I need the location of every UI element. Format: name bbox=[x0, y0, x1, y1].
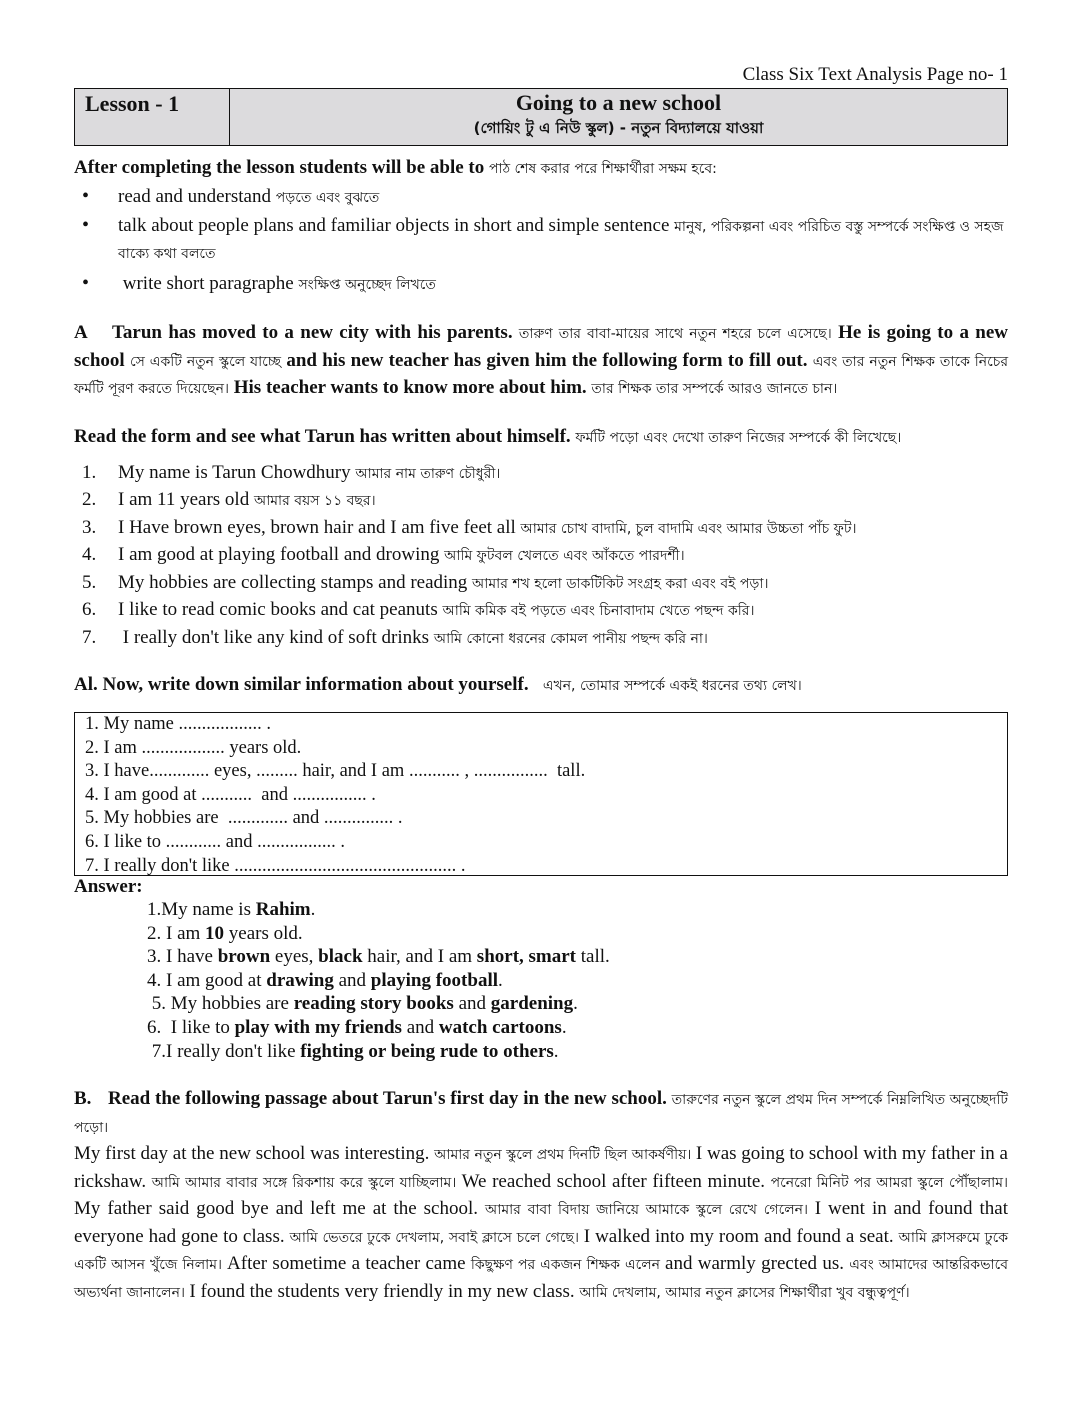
tarun-info-list bbox=[74, 460, 1008, 653]
answer-highlight: Rahim bbox=[255, 899, 311, 920]
tarun-info-item bbox=[74, 487, 1008, 515]
lesson-title: Going to a new school bbox=[515, 90, 722, 115]
form-line: 4. I am good at ........... and ................ . bbox=[85, 784, 376, 805]
passage-text-bn: আমি দেখলাম, আমার নতুন ক্লাসের শিক্ষার্থীরা খুব বন্ধুত্বপূর্ণ। bbox=[579, 1284, 910, 1301]
answer-text: 7.I really don't like bbox=[147, 1040, 301, 1062]
section-b-paragraph bbox=[74, 1086, 1008, 1306]
read-form-heading-en: Read the form and see what Tarun has written about himself. bbox=[74, 425, 571, 447]
item-text-bn: আমি কমিক বই পড়তে এবং চিনাবাদাম খেতে পছন্দ করি। bbox=[442, 603, 755, 619]
answer-text: years old. bbox=[224, 922, 303, 944]
answer-text: . bbox=[553, 1040, 559, 1062]
a1-heading-en: Al. Now, write down similar information about yourself. bbox=[74, 674, 529, 695]
document-page bbox=[74, 62, 1008, 1306]
item-text-en: My name is Tarun Chowdhury bbox=[118, 461, 351, 483]
passage-text-bn: এবং আমাদের আন্তরিকভাবে অভ্যর্থনা জানালেন। bbox=[74, 1257, 1008, 1301]
section-a-sentence-bn: তারুণ তার বাবা-মায়ের সাথে নতুন শহরে চলে এসেছে। bbox=[518, 326, 832, 342]
section-a-sentence-en: Tarun has moved to a new city with his parents. bbox=[112, 322, 513, 343]
read-form-heading bbox=[74, 424, 1008, 451]
item-number: 4. bbox=[82, 544, 97, 565]
answer-text: 5. My hobbies are bbox=[147, 993, 294, 1015]
tarun-info-item bbox=[74, 460, 1008, 488]
page-header-label: Class Six Text Analysis Page no- 1 bbox=[742, 64, 1008, 85]
answer-highlight: brown bbox=[217, 946, 271, 968]
item-number: 5. bbox=[82, 571, 97, 593]
answer-text: and bbox=[401, 1016, 439, 1038]
objective-item bbox=[74, 213, 1008, 267]
objectives-heading bbox=[74, 155, 1008, 182]
answer-text: tall. bbox=[576, 946, 610, 968]
section-b-label: B. bbox=[74, 1088, 92, 1110]
objective-text-en: talk about people plans and familiar objects in short and simple sentence bbox=[118, 215, 670, 236]
section-a-sentence-bn: সে একটি নতুন স্কুলে যাচ্ছে bbox=[129, 353, 282, 370]
a1-heading-bn: এখন, তোমার সম্পর্কে একই ধরনের তথ্য লেখ। bbox=[542, 678, 802, 694]
tarun-info-item bbox=[74, 570, 1008, 598]
answer-highlight: 10 bbox=[205, 922, 225, 944]
answer-line bbox=[147, 969, 1008, 993]
passage-text-bn: আমার নতুন স্কুলে প্রথম দিনটি ছিল আকর্ষণীয়। bbox=[434, 1147, 696, 1164]
passage-text-en: I walked into my room and found a seat. bbox=[583, 1225, 899, 1247]
answer-text: . bbox=[498, 969, 503, 991]
objective-item bbox=[74, 184, 1008, 211]
passage-text-en: I found the students very friendly in my new class. bbox=[189, 1280, 580, 1302]
answer-text: . bbox=[561, 1016, 567, 1038]
passage-text-en: I was going to school with my father in a rickshaw. bbox=[74, 1143, 1008, 1192]
section-b-passage bbox=[74, 1143, 1008, 1302]
objectives-list bbox=[74, 184, 1008, 298]
lesson-title-table bbox=[74, 88, 1008, 146]
form-line: 7. I really don't like ................................................ . bbox=[85, 855, 466, 876]
item-text-en: My hobbies are collecting stamps and reading bbox=[118, 571, 468, 593]
answer-text: . bbox=[310, 899, 316, 920]
passage-text-en: I went in and found that everyone had gone to class. bbox=[74, 1198, 1008, 1247]
answer-text: eyes, bbox=[270, 946, 319, 968]
passage-text-bn: আমি ভেতরে ঢুকে দেখলাম, সবাই ক্লাসে চলে গেছে। bbox=[289, 1229, 584, 1246]
section-a-sentence-en: His teacher wants to know more about him. bbox=[233, 377, 587, 398]
tarun-info-item bbox=[74, 625, 1008, 653]
section-a-sentence-bn: তার শিক্ষক তার সম্পর্কে আরও জানতে চান। bbox=[591, 381, 838, 397]
item-text-bn: আমার চোখ বাদামি, চুল বাদামি এবং আমার উচ্চতা পাঁচ ফুট। bbox=[520, 520, 857, 537]
objective-item bbox=[74, 271, 1008, 298]
section-b-heading-bn: তারুণের নতুন স্কুলে প্রথম দিন সম্পর্কে নিম্নলিখিত অনুচ্ছেদটি পড়ো। bbox=[74, 1092, 1009, 1136]
answer-line bbox=[147, 992, 1008, 1016]
answer-text: 1.My name is bbox=[147, 899, 256, 920]
item-number: 2. bbox=[82, 489, 97, 510]
answer-highlight: playing football bbox=[370, 969, 499, 991]
item-text-bn: আমি কোনো ধরনের কোমল পানীয় পছন্দ করি না। bbox=[433, 630, 708, 647]
answer-text: . bbox=[573, 993, 578, 1015]
answer-text: 4. I am good at bbox=[147, 969, 267, 991]
answer-highlight: watch cartoons bbox=[438, 1016, 562, 1038]
section-a-label: A bbox=[74, 322, 88, 343]
passage-text-en: We reached school after fifteen minute. bbox=[461, 1170, 771, 1192]
item-number: 1. bbox=[82, 461, 97, 483]
item-text-en: I like to read comic books and cat peanuts bbox=[118, 599, 438, 620]
form-line: 1. My name .................. . bbox=[85, 714, 272, 734]
item-number: 6. bbox=[82, 599, 97, 620]
answer-highlight: play with my friends bbox=[234, 1016, 402, 1038]
answer-highlight: fighting or being rude to others bbox=[300, 1040, 554, 1062]
item-text-bn: আমার বয়স ১১ বছর। bbox=[253, 493, 376, 509]
lesson-title-cell bbox=[230, 89, 1007, 145]
form-line: 5. My hobbies are ............. and ............... . bbox=[85, 808, 403, 829]
section-a-sentence-en: He is going to a new school bbox=[74, 322, 1008, 371]
a1-heading bbox=[74, 672, 1008, 699]
fill-in-form-box bbox=[74, 712, 1008, 876]
answer-text: and bbox=[333, 969, 371, 991]
objectives-heading-bn: পাঠ শেষ করার পরে শিক্ষার্থীরা সক্ষম হবে: bbox=[489, 161, 717, 177]
answer-text: 3. I have bbox=[147, 946, 218, 968]
passage-text-en: and warmly grected us. bbox=[665, 1253, 850, 1275]
item-text-en: I am 11 years old bbox=[118, 489, 250, 510]
form-line: 6. I like to ............ and ................. . bbox=[85, 831, 346, 852]
item-number: 3. bbox=[82, 516, 97, 538]
item-text-en: I really don't like any kind of soft drinks bbox=[118, 626, 430, 648]
item-text-bn: আমি ফুটবল খেলতে এবং আঁকতে পারদর্শী। bbox=[444, 548, 685, 564]
answer-line bbox=[147, 945, 1008, 969]
answer-text: 2. I am bbox=[147, 922, 206, 944]
passage-text-bn: পনেরো মিনিট পর আমরা স্কুলে পৌঁছালাম। bbox=[770, 1174, 1008, 1191]
section-a-sentence-en: and his new teacher has given him the following form to fill out. bbox=[286, 349, 808, 371]
lesson-number: Lesson - 1 bbox=[75, 89, 230, 145]
objective-text-bn: মানুষ, পরিকল্পনা এবং পরিচিত বস্তু সম্পর্কে সংক্ষিপ্ত ও সহজ বাক্যে কথা বলতে bbox=[118, 219, 1004, 262]
objective-text-en: write short paragraphe bbox=[118, 273, 294, 294]
answer-highlight: short, smart bbox=[476, 946, 576, 968]
passage-text-bn: আমি আমার বাবার সঙ্গে রিকশায় করে স্কুলে যাচ্ছিলাম। bbox=[151, 1174, 462, 1191]
lesson-subtitle: (গোয়িং টু এ নিউ স্কুল) - নতুন বিদ্যালয়ে যাওয়া bbox=[473, 119, 764, 137]
section-a-sentence-bn: এবং তার নতুন শিক্ষক তাকে নিচের ফর্মটি পূরণ করতে দিয়েছেন। bbox=[74, 353, 1009, 397]
passage-text-en: After sometime a teacher came bbox=[227, 1253, 471, 1275]
objective-text-en: read and understand bbox=[118, 186, 271, 207]
section-b-heading-en: Read the following passage about Tarun's first day in the new school. bbox=[108, 1088, 667, 1110]
item-text-bn: আমার শখ হলো ডাকটিকিট সংগ্রহ করা এবং বই পড়া। bbox=[472, 575, 769, 592]
answer-highlight: drawing bbox=[266, 969, 334, 991]
answer-label: Answer: bbox=[74, 876, 143, 897]
answer-highlight: reading story books bbox=[293, 993, 454, 1015]
objective-text-bn: পড়তে এবং বুঝতে bbox=[275, 190, 380, 206]
answer-line bbox=[147, 898, 1008, 922]
answer-line bbox=[147, 922, 1008, 946]
answer-highlight: gardening bbox=[490, 993, 574, 1015]
answer-list bbox=[74, 898, 1008, 1063]
answer-text: and bbox=[453, 993, 491, 1015]
item-text-bn: আমার নাম তারুণ চৌধুরী। bbox=[355, 465, 501, 482]
passage-text-bn: আমার বাবা বিদায় জানিয়ে আমাকে স্কুলে রেখে গেলেন। bbox=[485, 1202, 815, 1219]
objectives-heading-en: After completing the lesson students will be able to bbox=[74, 157, 485, 178]
answer-text: hair, and I am bbox=[362, 946, 477, 968]
passage-text-en: My father said good bye and left me at the school. bbox=[74, 1198, 486, 1220]
passage-text-en: My first day at the new school was interesting. bbox=[74, 1143, 435, 1165]
item-text-en: I Have brown eyes, brown hair and I am five feet all bbox=[118, 516, 516, 538]
passage-text-bn: আমি ক্লাসরুমে ঢুকে একটি আসন খুঁজে নিলাম। bbox=[74, 1229, 1008, 1274]
tarun-info-item bbox=[74, 597, 1008, 625]
answer-line bbox=[147, 1016, 1008, 1040]
item-number: 7. bbox=[82, 626, 97, 648]
tarun-info-item bbox=[74, 542, 1008, 570]
form-line: 3. I have............. eyes, ......... hair, and I am ........... , ................ tall. bbox=[85, 761, 586, 782]
answer-text: 6. I like to bbox=[147, 1016, 235, 1038]
item-text-en: I am good at playing football and drowing bbox=[118, 544, 440, 565]
read-form-heading-bn: ফর্মটি পড়ো এবং দেখো তারুণ নিজের সম্পর্কে কী লিখেছে। bbox=[575, 429, 902, 446]
tarun-info-item bbox=[74, 515, 1008, 543]
section-a-paragraph bbox=[74, 320, 1008, 403]
answer-highlight: black bbox=[318, 946, 363, 968]
answer-line bbox=[147, 1040, 1008, 1064]
passage-text-bn: কিছুক্ষণ পর একজন শিক্ষক এলেন bbox=[470, 1257, 666, 1274]
objective-text-bn: সংক্ষিপ্ত অনুচ্ছেদ লিখতে bbox=[298, 277, 436, 293]
form-line: 2. I am .................. years old. bbox=[85, 737, 302, 758]
